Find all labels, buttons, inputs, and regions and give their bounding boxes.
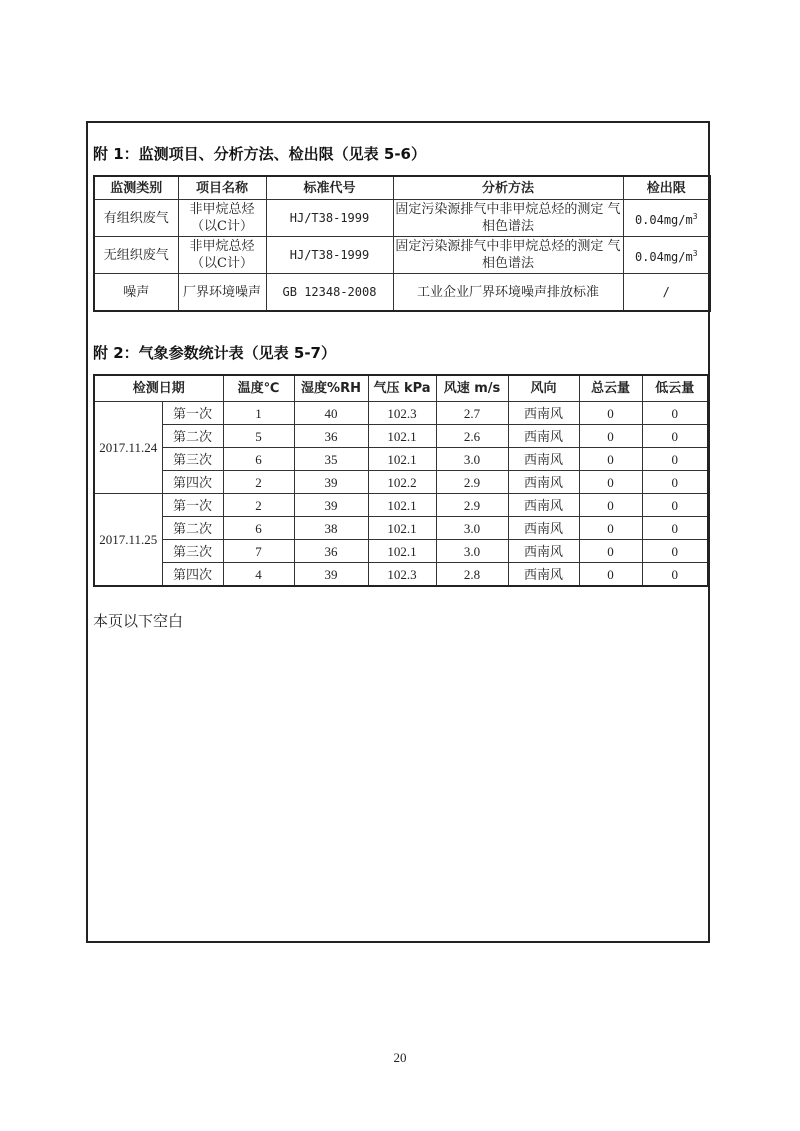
table-row <box>94 517 708 540</box>
cell-total-cloud: 0 <box>579 540 642 563</box>
cell-wind-direction: 西南风 <box>508 448 579 471</box>
cell-total-cloud: 0 <box>579 402 642 425</box>
cell-temp: 2 <box>223 494 294 517</box>
cell-total-cloud: 0 <box>579 448 642 471</box>
blank-page-note: 本页以下空白 <box>93 612 184 630</box>
header-limit: 检出限 <box>623 176 710 200</box>
table-row <box>94 563 708 587</box>
cell-session: 第二次 <box>162 517 223 540</box>
cell-wind-speed: 3.0 <box>436 540 508 563</box>
cell-temp: 5 <box>223 425 294 448</box>
cell-total-cloud: 0 <box>579 471 642 494</box>
cell-method: 固定污染源排气中非甲烷总烃的测定 气相色谱法 <box>393 200 623 237</box>
cell-pressure: 102.1 <box>368 494 436 517</box>
header-pressure: 气压 kPa <box>368 375 436 402</box>
cell-total-cloud: 0 <box>579 494 642 517</box>
cell-humidity: 39 <box>294 471 368 494</box>
cell-session: 第三次 <box>162 540 223 563</box>
cell-low-cloud: 0 <box>642 517 708 540</box>
cell-humidity: 40 <box>294 402 368 425</box>
header-low-cloud: 低云量 <box>642 375 708 402</box>
weather-parameters-table <box>93 374 709 587</box>
section2-title: 附 2：气象参数统计表（见表 5-7） <box>93 344 336 362</box>
header-category: 监测类别 <box>94 176 178 200</box>
cell-pressure: 102.1 <box>368 517 436 540</box>
cell-humidity: 36 <box>294 540 368 563</box>
cell-category: 噪声 <box>94 274 178 312</box>
cell-limit <box>623 237 710 274</box>
cell-low-cloud: 0 <box>642 402 708 425</box>
header-wind-direction: 风向 <box>508 375 579 402</box>
cell-total-cloud: 0 <box>579 517 642 540</box>
cell-wind-speed: 3.0 <box>436 517 508 540</box>
cell-wind-speed: 2.7 <box>436 402 508 425</box>
cell-humidity: 36 <box>294 425 368 448</box>
cell-item: 非甲烷总烃（以C计） <box>178 200 266 237</box>
cell-wind-direction: 西南风 <box>508 425 579 448</box>
cell-standard: HJ/T38-1999 <box>266 237 393 274</box>
cell-standard: HJ/T38-1999 <box>266 200 393 237</box>
header-total-cloud: 总云量 <box>579 375 642 402</box>
table-row <box>94 448 708 471</box>
cell-item: 非甲烷总烃（以C计） <box>178 237 266 274</box>
cell-wind-direction: 西南风 <box>508 540 579 563</box>
header-date: 检测日期 <box>94 375 223 402</box>
header-method: 分析方法 <box>393 176 623 200</box>
cell-pressure: 102.1 <box>368 448 436 471</box>
cell-method: 工业企业厂界环境噪声排放标准 <box>393 274 623 312</box>
cell-pressure: 102.2 <box>368 471 436 494</box>
cell-low-cloud: 0 <box>642 425 708 448</box>
table-row <box>94 200 710 237</box>
cell-low-cloud: 0 <box>642 471 708 494</box>
cell-date: 2017.11.25 <box>94 494 162 587</box>
table-row <box>94 237 710 274</box>
cell-temp: 4 <box>223 563 294 587</box>
cell-wind-direction: 西南风 <box>508 402 579 425</box>
cell-low-cloud: 0 <box>642 540 708 563</box>
cell-method: 固定污染源排气中非甲烷总烃的测定 气相色谱法 <box>393 237 623 274</box>
cell-limit: / <box>623 274 710 312</box>
cell-session: 第一次 <box>162 494 223 517</box>
cell-total-cloud: 0 <box>579 425 642 448</box>
cell-pressure: 102.1 <box>368 540 436 563</box>
cell-wind-speed: 3.0 <box>436 448 508 471</box>
header-standard: 标准代号 <box>266 176 393 200</box>
cell-session: 第四次 <box>162 563 223 587</box>
cell-low-cloud: 0 <box>642 563 708 587</box>
cell-wind-direction: 西南风 <box>508 494 579 517</box>
cell-wind-speed: 2.6 <box>436 425 508 448</box>
cell-wind-speed: 2.9 <box>436 494 508 517</box>
cell-temp: 7 <box>223 540 294 563</box>
cell-session: 第三次 <box>162 448 223 471</box>
cell-session: 第四次 <box>162 471 223 494</box>
table-header-row <box>94 375 708 402</box>
cell-wind-speed: 2.9 <box>436 471 508 494</box>
cell-total-cloud: 0 <box>579 563 642 587</box>
limit-value: 0.04mg/m <box>634 212 693 227</box>
header-wind-speed: 风速 m/s <box>436 375 508 402</box>
table-row <box>94 540 708 563</box>
cell-wind-direction: 西南风 <box>508 563 579 587</box>
cell-wind-direction: 西南风 <box>508 517 579 540</box>
section1-title: 附 1：监测项目、分析方法、检出限（见表 5-6） <box>93 145 426 163</box>
table-header-row <box>94 176 710 200</box>
limit-superscript: 3 <box>692 248 698 258</box>
header-item: 项目名称 <box>178 176 266 200</box>
cell-pressure: 102.3 <box>368 402 436 425</box>
cell-humidity: 38 <box>294 517 368 540</box>
cell-limit <box>623 200 710 237</box>
cell-temp: 1 <box>223 402 294 425</box>
table-row <box>94 471 708 494</box>
cell-category: 有组织废气 <box>94 200 178 237</box>
cell-pressure: 102.1 <box>368 425 436 448</box>
cell-temp: 6 <box>223 448 294 471</box>
page-number: 20 <box>393 1050 407 1065</box>
cell-humidity: 39 <box>294 563 368 587</box>
cell-wind-direction: 西南风 <box>508 471 579 494</box>
cell-session: 第一次 <box>162 402 223 425</box>
cell-item: 厂界环境噪声 <box>178 274 266 312</box>
cell-temp: 2 <box>223 471 294 494</box>
cell-low-cloud: 0 <box>642 448 708 471</box>
monitoring-methods-table <box>93 175 711 312</box>
header-humidity: 湿度%RH <box>294 375 368 402</box>
table-row <box>94 425 708 448</box>
cell-standard: GB 12348-2008 <box>266 274 393 312</box>
cell-wind-speed: 2.8 <box>436 563 508 587</box>
cell-session: 第二次 <box>162 425 223 448</box>
cell-humidity: 35 <box>294 448 368 471</box>
header-temperature: 温度℃ <box>223 375 294 402</box>
limit-superscript: 3 <box>692 211 698 221</box>
limit-value: 0.04mg/m <box>634 249 693 264</box>
cell-humidity: 39 <box>294 494 368 517</box>
table-row <box>94 274 710 312</box>
table-row <box>94 402 708 425</box>
cell-category: 无组织废气 <box>94 237 178 274</box>
cell-pressure: 102.3 <box>368 563 436 587</box>
cell-date: 2017.11.24 <box>94 402 162 494</box>
cell-temp: 6 <box>223 517 294 540</box>
table-row <box>94 494 708 517</box>
cell-low-cloud: 0 <box>642 494 708 517</box>
